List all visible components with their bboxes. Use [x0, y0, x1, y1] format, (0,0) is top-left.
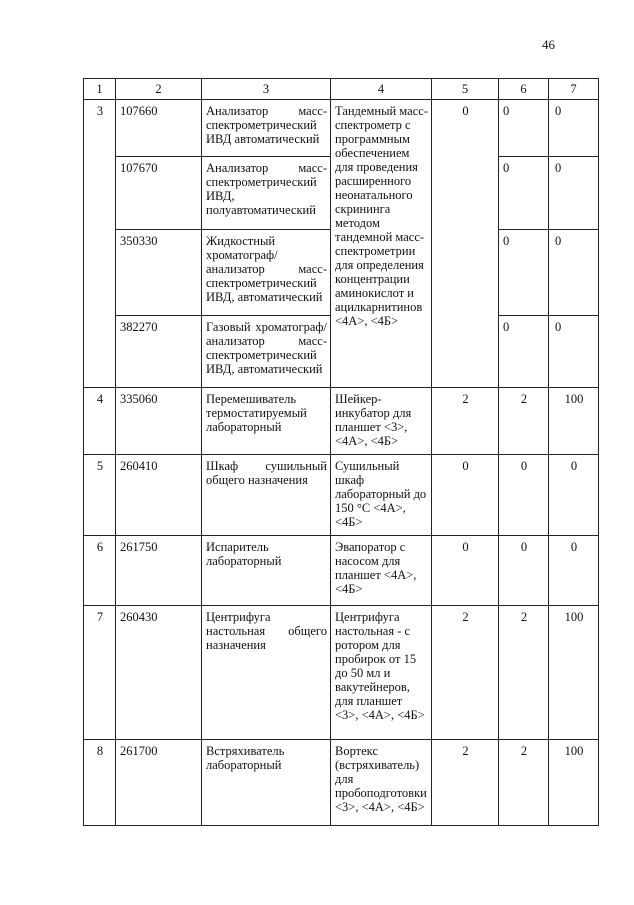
value-cell-6: 2	[499, 606, 549, 740]
value-cell-7: 100	[549, 388, 599, 455]
name-cell: Встряхиватель лабораторный	[202, 740, 331, 826]
description-cell: Тандемный масс-спектрометр с программным обеспечением для проведения расширенного неонатального скрининга методом тандемной масс-спектрометрии для определения концентрации аминокислот и ацилкарнитинов <4А>, <4Б>	[331, 100, 432, 388]
header-cell: 5	[432, 79, 499, 100]
name-cell: Анализатор масс-спектрометрический ИВД автоматический	[202, 100, 331, 157]
description-cell: Шейкер-инкубатор для планшет <3>, <4А>, <4Б>	[331, 388, 432, 455]
value-cell-6: 0	[499, 316, 549, 388]
value-cell-5: 0	[432, 455, 499, 536]
header-cell: 7	[549, 79, 599, 100]
name-cell: Центрифуга настольная общего назначения	[202, 606, 331, 740]
code-cell: 107670	[116, 157, 202, 230]
table-row	[84, 388, 599, 455]
code-cell: 335060	[116, 388, 202, 455]
row-number: 7	[84, 606, 116, 740]
value-cell-5: 0	[432, 100, 499, 388]
table-row	[84, 536, 599, 606]
table-row	[84, 740, 599, 826]
header-cell: 6	[499, 79, 549, 100]
header-cell: 1	[84, 79, 116, 100]
name-cell: Испаритель лабораторный	[202, 536, 331, 606]
value-cell-5: 0	[432, 536, 499, 606]
code-cell: 382270	[116, 316, 202, 388]
equipment-table	[83, 78, 599, 826]
description-cell: Эвапоратор с насосом для планшет <4А>, <4Б>	[331, 536, 432, 606]
value-cell-7: 100	[549, 740, 599, 826]
description-cell: Вортекс (встряхиватель) для пробоподготовки <3>, <4А>, <4Б>	[331, 740, 432, 826]
value-cell-6: 0	[499, 455, 549, 536]
code-cell: 350330	[116, 230, 202, 316]
name-cell: Жидкостный хроматограф/анализатор масс-спектрометрический ИВД, автоматический	[202, 230, 331, 316]
name-cell: Шкаф сушильный общего назначения	[202, 455, 331, 536]
header-cell: 4	[331, 79, 432, 100]
name-cell: Перемешиватель термостатируемый лабораторный	[202, 388, 331, 455]
header-cell: 2	[116, 79, 202, 100]
value-cell-6: 0	[499, 100, 549, 157]
row-number: 3	[84, 100, 116, 388]
row-number: 5	[84, 455, 116, 536]
value-cell-7: 0	[549, 455, 599, 536]
code-cell: 260430	[116, 606, 202, 740]
code-cell: 107660	[116, 100, 202, 157]
value-cell-6: 2	[499, 388, 549, 455]
value-cell-5: 2	[432, 388, 499, 455]
table-row	[84, 455, 599, 536]
description-cell: Центрифуга настольная - с ротором для пробирок от 15 до 50 мл и вакутейнеров, для планшет <3>, <4А>, <4Б>	[331, 606, 432, 740]
table-header-row	[84, 79, 599, 100]
value-cell-7: 0	[549, 316, 599, 388]
value-cell-7: 0	[549, 536, 599, 606]
value-cell-7: 0	[549, 230, 599, 316]
value-cell-7: 0	[549, 100, 599, 157]
name-cell: Анализатор масс-спектрометрический ИВД, полуавтоматический	[202, 157, 331, 230]
row-number: 8	[84, 740, 116, 826]
value-cell-6: 0	[499, 157, 549, 230]
value-cell-7: 0	[549, 157, 599, 230]
header-cell: 3	[202, 79, 331, 100]
value-cell-6: 0	[499, 536, 549, 606]
row-number: 4	[84, 388, 116, 455]
value-cell-5: 2	[432, 740, 499, 826]
table-row	[84, 606, 599, 740]
value-cell-6: 2	[499, 740, 549, 826]
description-cell: Сушильный шкаф лабораторный до 150 °С <4А>, <4Б>	[331, 455, 432, 536]
value-cell-6: 0	[499, 230, 549, 316]
code-cell: 261700	[116, 740, 202, 826]
name-cell: Газовый хроматограф/анализатор масс-спектрометрический ИВД, автоматический	[202, 316, 331, 388]
value-cell-7: 100	[549, 606, 599, 740]
code-cell: 261750	[116, 536, 202, 606]
page-number: 46	[542, 37, 555, 52]
value-cell-5: 2	[432, 606, 499, 740]
row-number: 6	[84, 536, 116, 606]
table-row	[84, 100, 599, 157]
code-cell: 260410	[116, 455, 202, 536]
